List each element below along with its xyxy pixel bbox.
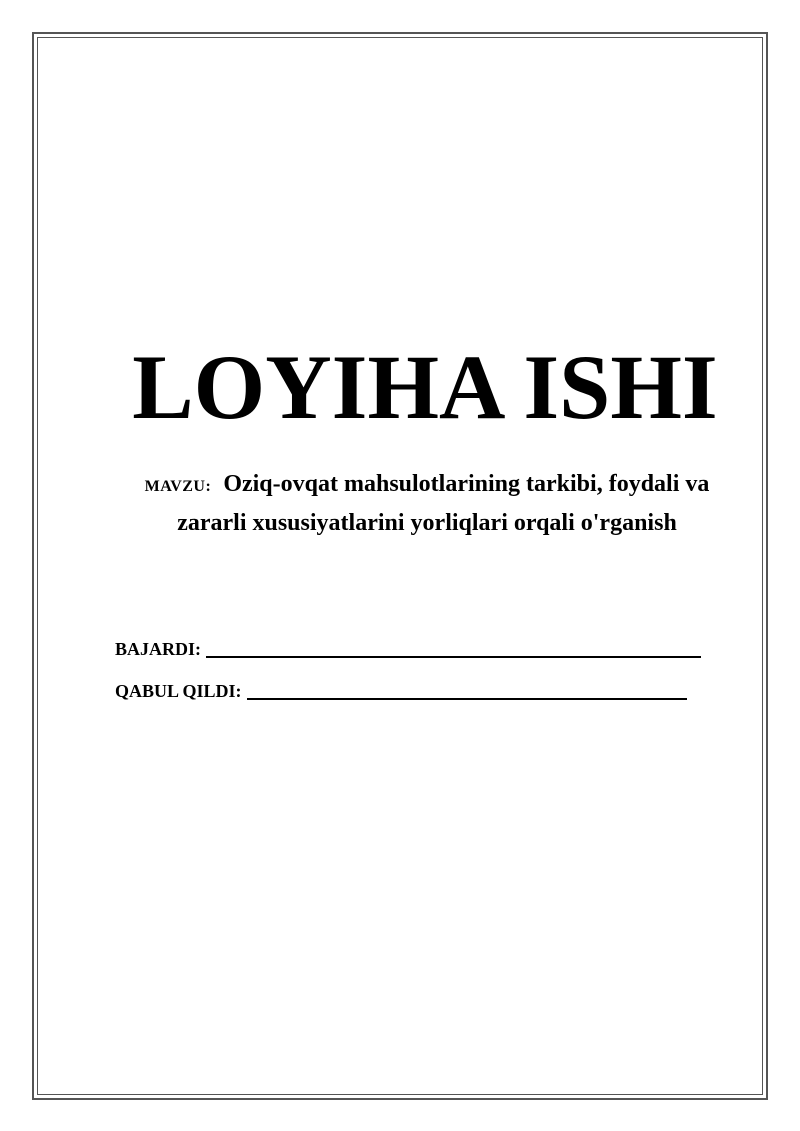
- page-border: [32, 32, 768, 1100]
- topic-block: [112, 466, 742, 541]
- topic-label: MAVZU:: [144, 478, 212, 495]
- performed-by-row: [115, 638, 701, 660]
- performed-by-signature-line: [206, 640, 701, 658]
- accepted-by-label: QABUL QILDI:: [115, 681, 242, 701]
- accepted-by-signature-line: [247, 682, 687, 700]
- document-title: LOYIHA ISHI: [132, 336, 718, 438]
- accepted-by-row: [115, 680, 687, 702]
- page-border-inner: [37, 37, 763, 1095]
- performed-by-label: BAJARDI:: [115, 639, 202, 659]
- topic-text: Oziq-ovqat mahsulotlarining tarkibi, foydali va zararli xususiyatlarini yorliqlari orqali o'rganish: [177, 471, 710, 536]
